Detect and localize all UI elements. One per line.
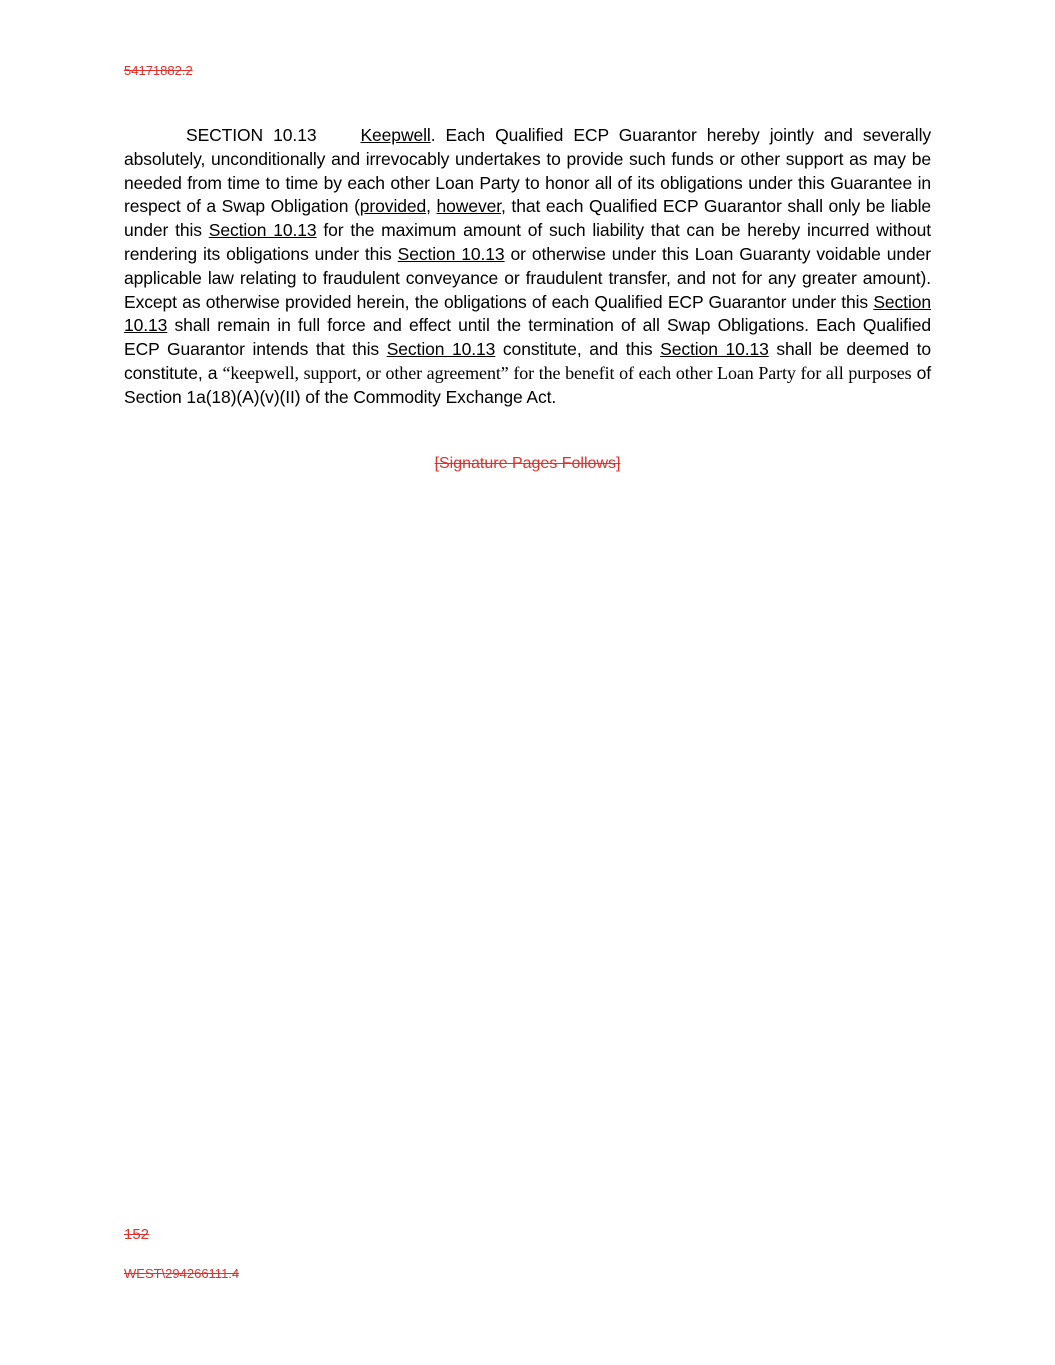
paragraph-text: ,	[426, 196, 437, 217]
section-reference: Section 10.13	[208, 220, 317, 241]
header-document-id: 54171882.2	[124, 63, 193, 78]
section-reference: Section 10.13	[397, 243, 505, 264]
section-title: Keepwell	[360, 125, 431, 145]
paragraph-text: of Section 1a(18)(A)(v)(II) of the Commodity Exchange Act.	[124, 362, 931, 407]
section-10-13-paragraph	[124, 124, 931, 410]
section-reference: Section 10.13	[124, 291, 931, 336]
paragraph-text: or otherwise under this Loan Guaranty voidable under applicable law relating to fraudulent conveyance or fraudulent transfer, and not for any greater amount). Except as otherwise provided herein, the obligations of each Qualified ECP Guarantor under this	[124, 243, 931, 312]
paragraph-text: Each Qualified ECP Guarantor hereby jointly and severally absolutely, unconditionally and irrevocably undertakes to provide such funds or other support as may be needed from time to time by each other Loan Party to honor all of its obligations under this Guarantee in respect of a Swap Obligation (	[124, 125, 932, 217]
section-title-period: .	[430, 125, 436, 145]
keepwell-quote: “keepwell, support, or other agreement” for the benefit of each other Loan Party for all purposes	[222, 362, 912, 383]
page-number: 152	[124, 1226, 150, 1243]
however-term: however	[436, 196, 502, 217]
paragraph-text: shall be deemed to constitute, a	[124, 339, 932, 383]
section-reference: Section 10.13	[660, 339, 769, 360]
section-reference: Section 10.13	[386, 339, 496, 360]
paragraph-text: for the maximum amount of such liability that can be hereby incurred without rendering its obligations under this	[124, 220, 931, 264]
paragraph-text: , that each Qualified ECP Guarantor shall only be liable under this	[124, 196, 931, 241]
signature-pages-text: [Signature Pages Follows]	[434, 455, 621, 472]
signature-pages-note	[0, 455, 1055, 473]
paragraph-text: constitute, and this	[495, 339, 661, 360]
footer-document-id: WEST\294266111.4	[124, 1266, 240, 1281]
provided-term: provided	[359, 196, 427, 217]
section-number: SECTION 10.13	[186, 125, 317, 145]
paragraph-text: shall remain in full force and effect until the termination of all Swap Obligations. Each Qualified ECP Guarantor intends that this	[124, 315, 931, 360]
